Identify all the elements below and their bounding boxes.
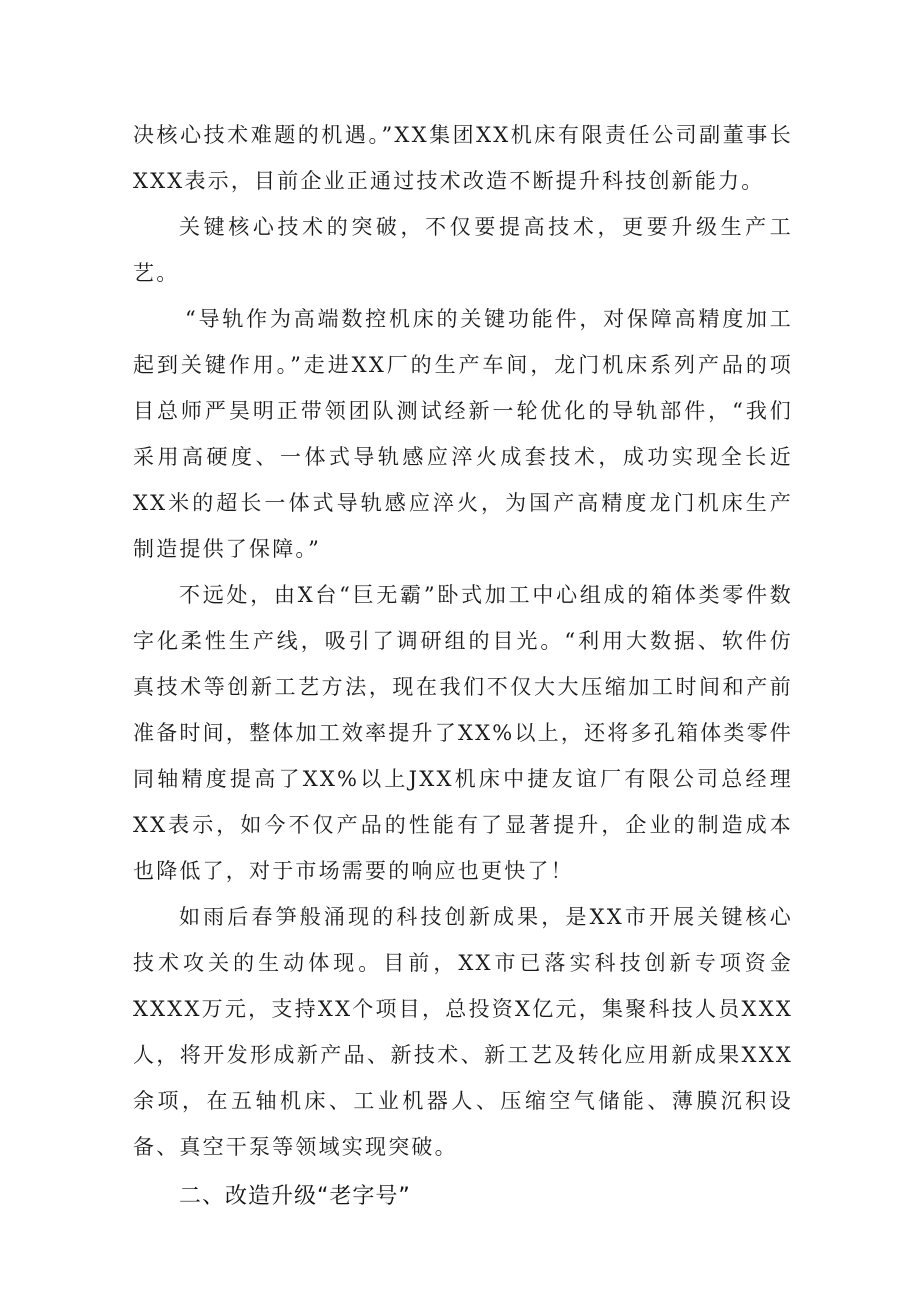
paragraph-guide-rail: “导轨作为高端数控机床的关键功能件，对保障高精度加工起到关键作用。”走进XX厂的生产车间，龙门机床系列产品的项目总师严昊明正带领团队测试经新一轮优化的导轨部件，“我们采用高硬度、一体式导轨感应淬火成套技术，成功实现全长近XX米的超长一体式导轨感应淬火，为国产高精度龙门机床生产制造提供了保障。”: [133, 307, 793, 561]
paragraph-innovation-results: 如雨后春笋般涌现的科技创新成果，是XX市开展关键核心技术攻关的生动体现。目前，XX市已落实科技创新专项资金XXXX万元，支持XX个项目，总投资X亿元，集聚科技人员XXX人，将开发形成新产品、新技术、新工艺及转化应用新成果XXX余项，在五轴机床、工业机器人、压缩空气储能、薄膜沉积设备、真空干泵等领域实现突破。: [133, 905, 793, 1159]
paragraph-continuation: 决核心技术难题的机遇。”XX集团XX机床有限责任公司副董事长XXX表示，目前企业正通过技术改造不断提升科技创新能力。: [133, 123, 793, 193]
paragraph-production-line: 不远处，由X台“巨无霸”卧式加工中心组成的箱体类零件数字化柔性生产线，吸引了调研组的目光。“利用大数据、软件仿真技术等创新工艺方法，现在我们不仅大大压缩加工时间和产前准备时间，整体加工效率提升了XX%以上，还将多孔箱体类零件同轴精度提高了XX%以上JXX机床中捷友谊厂有限公司总经理XX表示，如今不仅产品的性能有了显著提升，企业的制造成本也降低了，对于市场需要的响应也更快了！: [133, 583, 793, 883]
document-body: [133, 112, 793, 1220]
section-heading: 二、改造升级“老字号”: [179, 1184, 411, 1209]
paragraph-key-technology: 关键核心技术的突破，不仅要提高技术，更要升级生产工艺。: [133, 215, 793, 285]
